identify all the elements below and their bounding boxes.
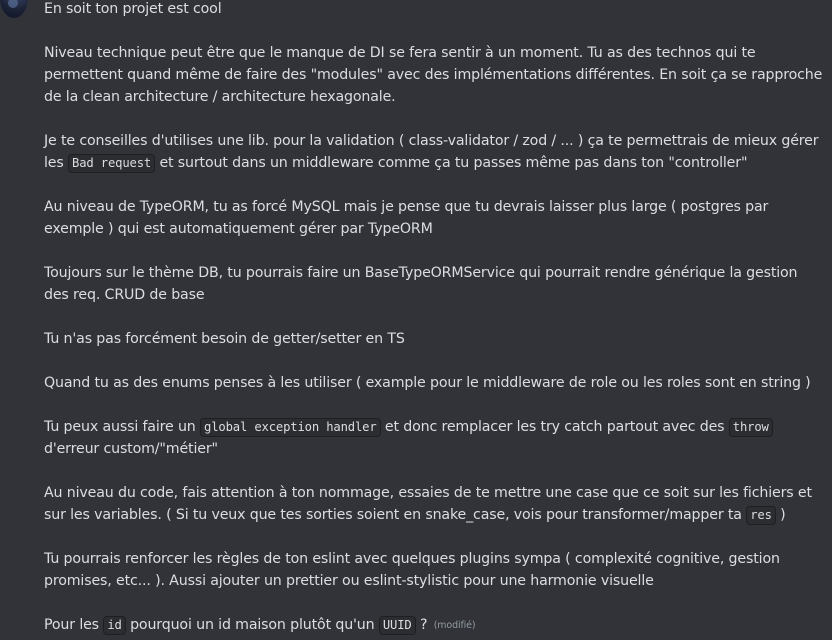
avatar[interactable]: [0, 0, 28, 18]
message-text: ): [780, 507, 786, 523]
message-paragraph: [44, 548, 824, 592]
message-paragraph: [44, 614, 824, 637]
message-paragraph: [44, 372, 824, 394]
inline-code: throw: [729, 418, 773, 437]
inline-code: res: [746, 506, 776, 525]
message-paragraph: [44, 130, 824, 174]
inline-code: Bad request: [68, 154, 155, 173]
message-content: [44, 0, 824, 637]
message-text: et surtout dans un middleware comme ça tu passes même pas dans ton "controller": [159, 155, 748, 171]
inline-code: id: [103, 616, 125, 635]
message-paragraph: [44, 328, 824, 350]
inline-code: global exception handler: [200, 418, 381, 437]
edited-label: (modifié): [433, 620, 476, 631]
message-text: En soit ton projet est cool: [44, 1, 222, 17]
message-paragraph: [44, 416, 824, 460]
message-text: Au niveau de TypeORM, tu as forcé MySQL mais je pense que tu devrais laisser plus large ( postgres par exemple ) qui est automatiquement gérer par TypeORM: [44, 199, 769, 237]
message-paragraph: [44, 42, 824, 108]
message-paragraph: [44, 0, 824, 20]
message-paragraph: [44, 262, 824, 306]
message-text: Pour les: [44, 617, 99, 633]
inline-code: UUID: [379, 616, 416, 635]
message-text: Tu n'as pas forcément besoin de getter/setter en TS: [44, 331, 405, 347]
message-text: Toujours sur le thème DB, tu pourrais faire un BaseTypeORMService qui pourrait rendre générique la gestion des req. CRUD de base: [44, 265, 798, 303]
message-text: ?: [419, 617, 428, 633]
message-text: et donc remplacer les try catch partout avec des: [384, 419, 725, 435]
message-paragraph: [44, 196, 824, 240]
message-paragraph: [44, 482, 824, 526]
message-text: Tu pourrais renforcer les règles de ton eslint avec quelques plugins sympa ( complexité cognitive, gestion promises, etc... ). Aussi ajouter un prettier ou eslint-stylistic pour une harmonie visuelle: [44, 551, 780, 589]
message-text: Au niveau du code, fais attention à ton nommage, essaies de te mettre une case que ce soit sur les fichiers et sur les variables. ( Si tu veux que tes sorties soient en snake_case, vois pour transformer/mapper ta: [44, 485, 812, 523]
message-text: Niveau technique peut être que le manque de DI se fera sentir à un moment. Tu as des technos qui te permettent quand même de faire des "modules" avec des implémentations différentes. En soit ça se rapproche de la clean architecture / architecture hexagonale.: [44, 45, 823, 105]
message-text: pourquoi un id maison plutôt qu'un: [130, 617, 375, 633]
message-text: Tu peux aussi faire un: [44, 419, 196, 435]
message-text: Je te conseilles d'utilises une lib. pour la validation ( class-validator / zod / ... ) ça te permettrais de mieux gérer les: [44, 133, 819, 171]
message-text: Quand tu as des enums penses à les utiliser ( example pour le middleware de role ou les roles sont en string ): [44, 375, 811, 391]
message-text: d'erreur custom/"métier": [44, 441, 218, 457]
